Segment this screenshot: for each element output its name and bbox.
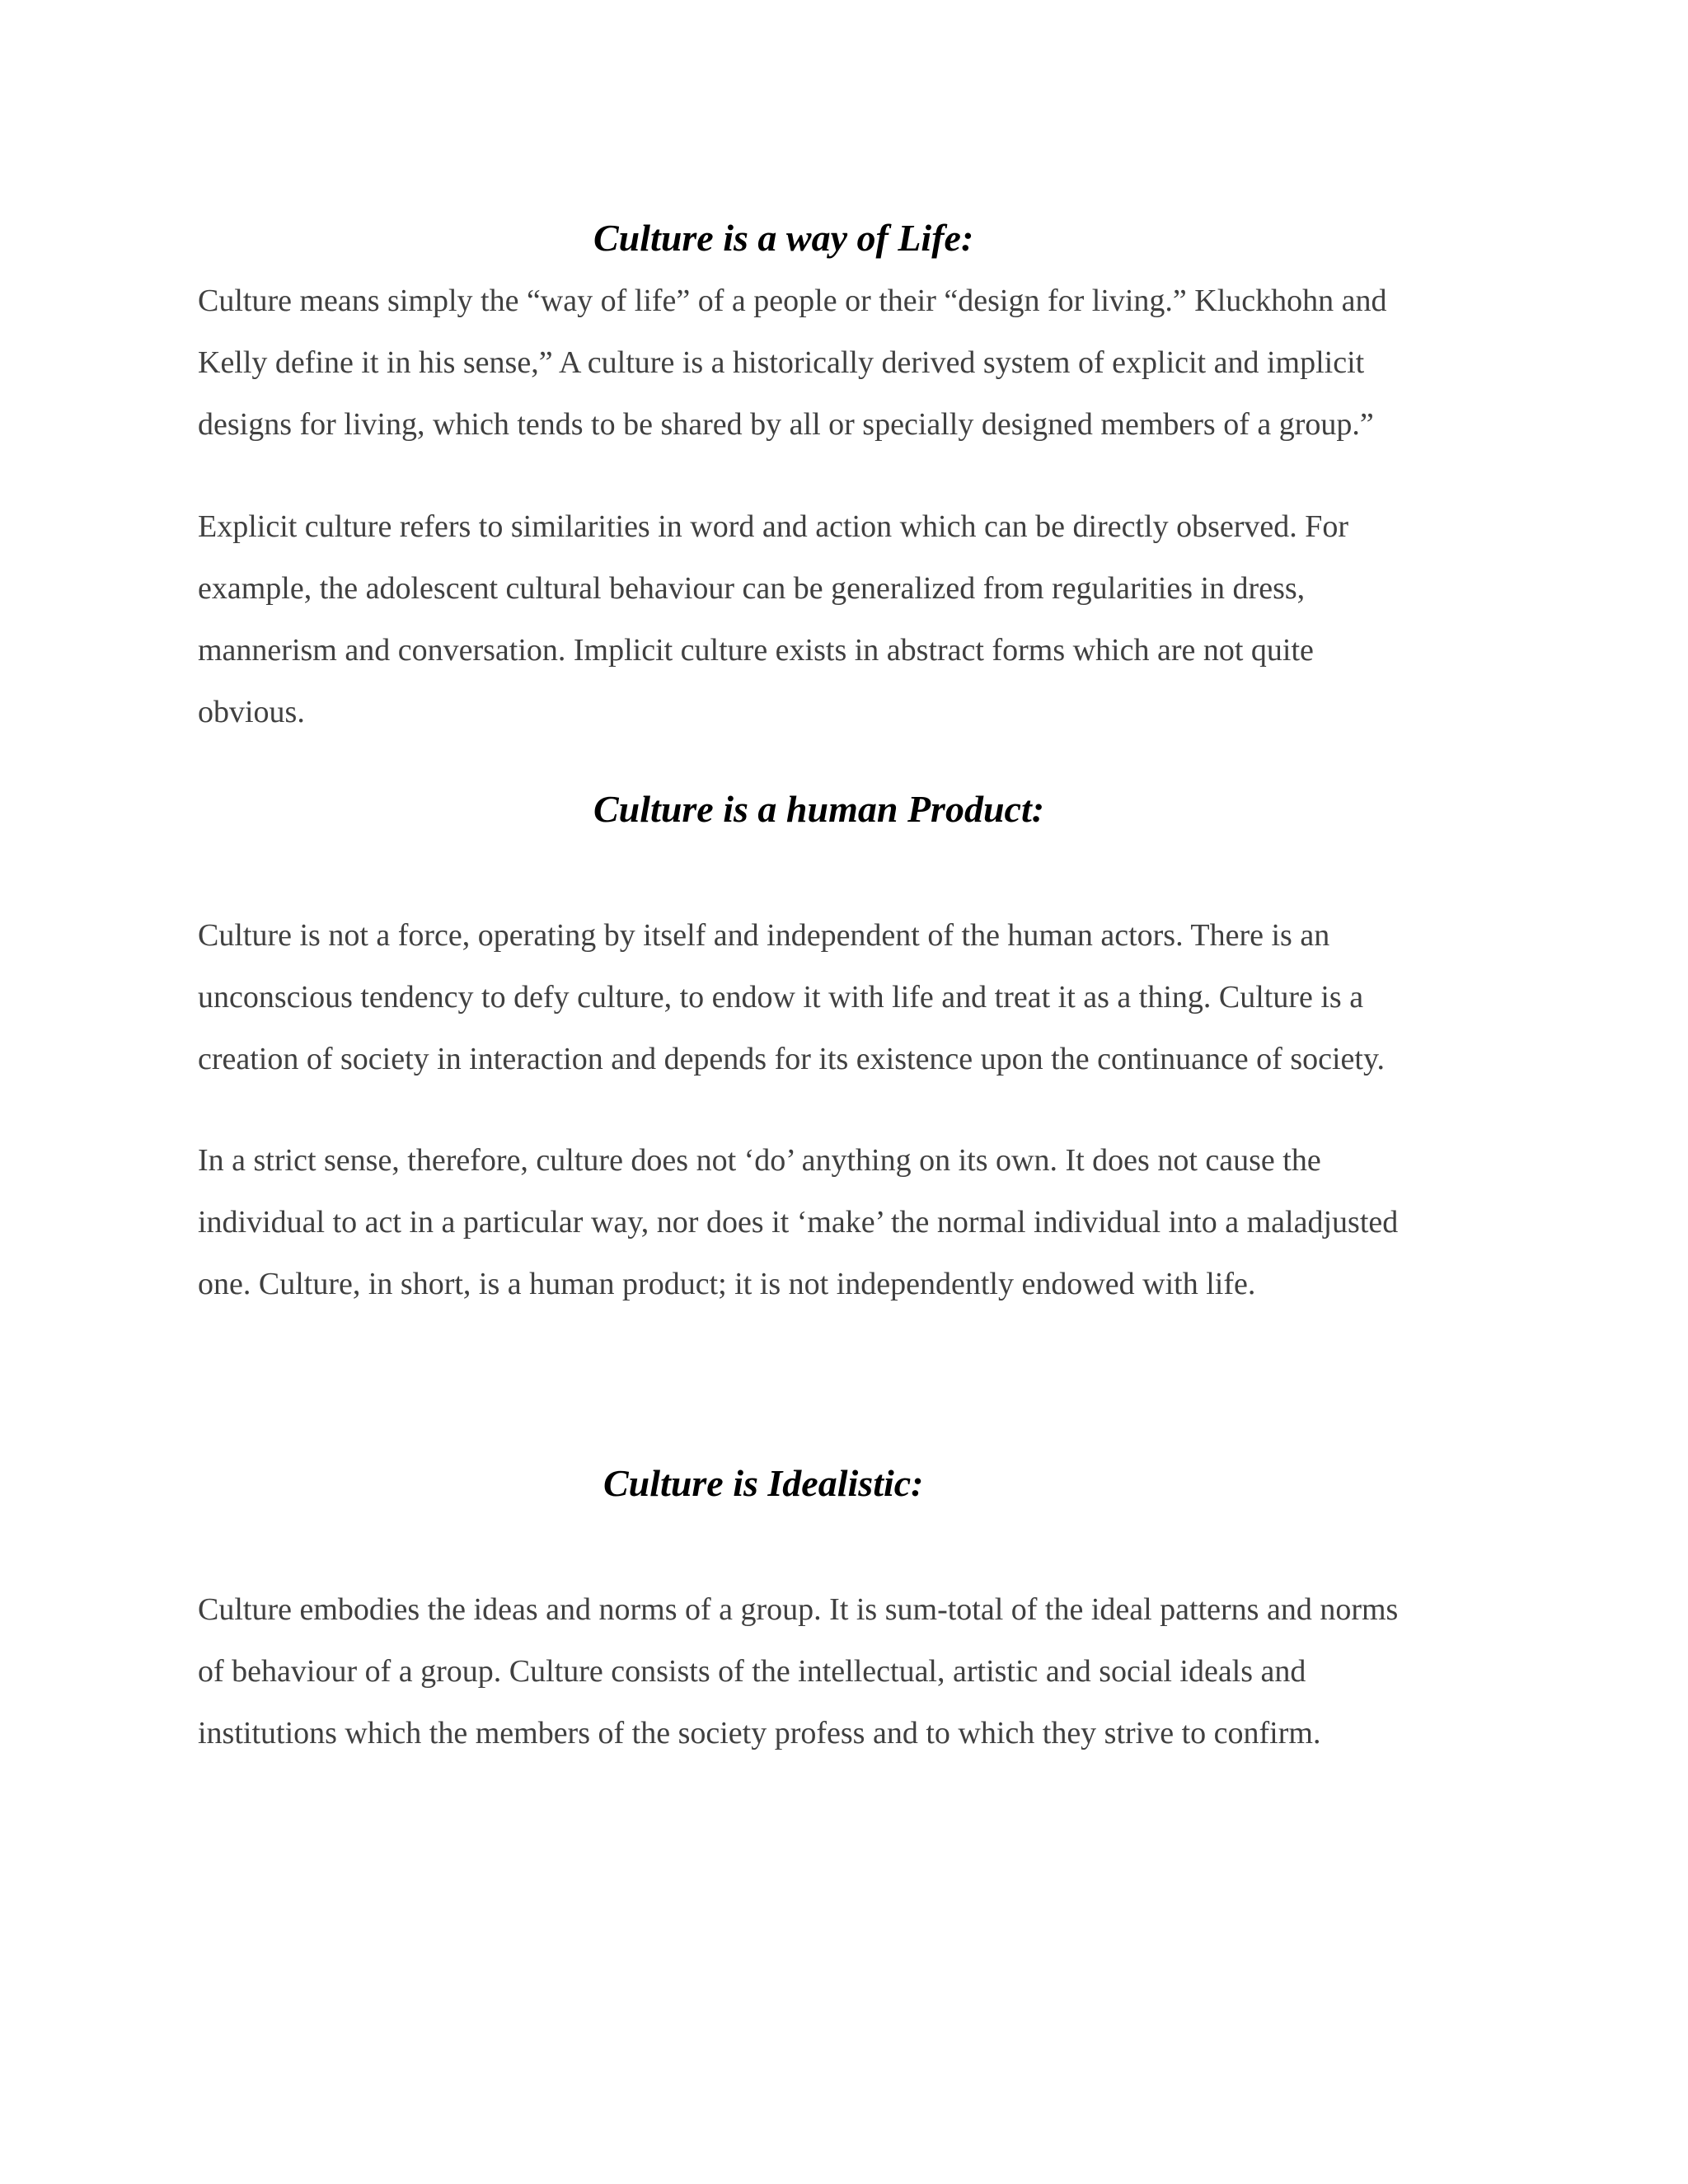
text-line: creation of society in interaction and depends for its existence upon the continuance of society. bbox=[198, 1042, 1385, 1076]
paragraph-culture-definition bbox=[198, 270, 1517, 456]
text-line: Culture embodies the ideas and norms of a group. It is sum-total of the ideal patterns and norms bbox=[198, 1592, 1399, 1627]
text-line: Culture is not a force, operating by itself and independent of the human actors. There is an bbox=[198, 918, 1330, 953]
text-line: individual to act in a particular way, nor does it ‘make’ the normal individual into a maladjusted bbox=[198, 1205, 1399, 1240]
section-heading-idealistic: Culture is Idealistic: bbox=[603, 1462, 924, 1504]
text-line: institutions which the members of the society profess and to which they strive to confirm. bbox=[198, 1716, 1321, 1750]
section-heading-human-product: Culture is a human Product: bbox=[593, 788, 1045, 830]
text-line: of behaviour of a group. Culture consists of the intellectual, artistic and social ideals and bbox=[198, 1654, 1306, 1689]
text-line: example, the adolescent cultural behaviour can be generalized from regularities in dress, bbox=[198, 571, 1306, 606]
text-line: designs for living, which tends to be shared by all or specially designed members of a group.” bbox=[198, 407, 1374, 442]
section-heading-way-of-life: Culture is a way of Life: bbox=[593, 217, 974, 259]
text-line: Kelly define it in his sense,” A culture is a historically derived system of explicit and implicit bbox=[198, 345, 1365, 380]
paragraph-strict-sense bbox=[198, 1130, 1517, 1315]
text-line: one. Culture, in short, is a human product; it is not independently endowed with life. bbox=[198, 1267, 1256, 1301]
paragraph-culture-not-a-force bbox=[198, 905, 1517, 1090]
paragraph-explicit-implicit-culture bbox=[198, 496, 1517, 743]
text-line: In a strict sense, therefore, culture does not ‘do’ anything on its own. It does not cause the bbox=[198, 1143, 1321, 1178]
paragraph-culture-ideals bbox=[198, 1579, 1517, 1765]
text-line: Culture means simply the “way of life” of a people or their “design for living.” Kluckhohn and bbox=[198, 284, 1387, 318]
text-line: Explicit culture refers to similarities in word and action which can be directly observed. For bbox=[198, 509, 1349, 544]
text-line: unconscious tendency to defy culture, to endow it with life and treat it as a thing. Culture is a bbox=[198, 980, 1364, 1015]
text-line: obvious. bbox=[198, 695, 305, 729]
text-line: mannerism and conversation. Implicit culture exists in abstract forms which are not quite bbox=[198, 633, 1314, 668]
